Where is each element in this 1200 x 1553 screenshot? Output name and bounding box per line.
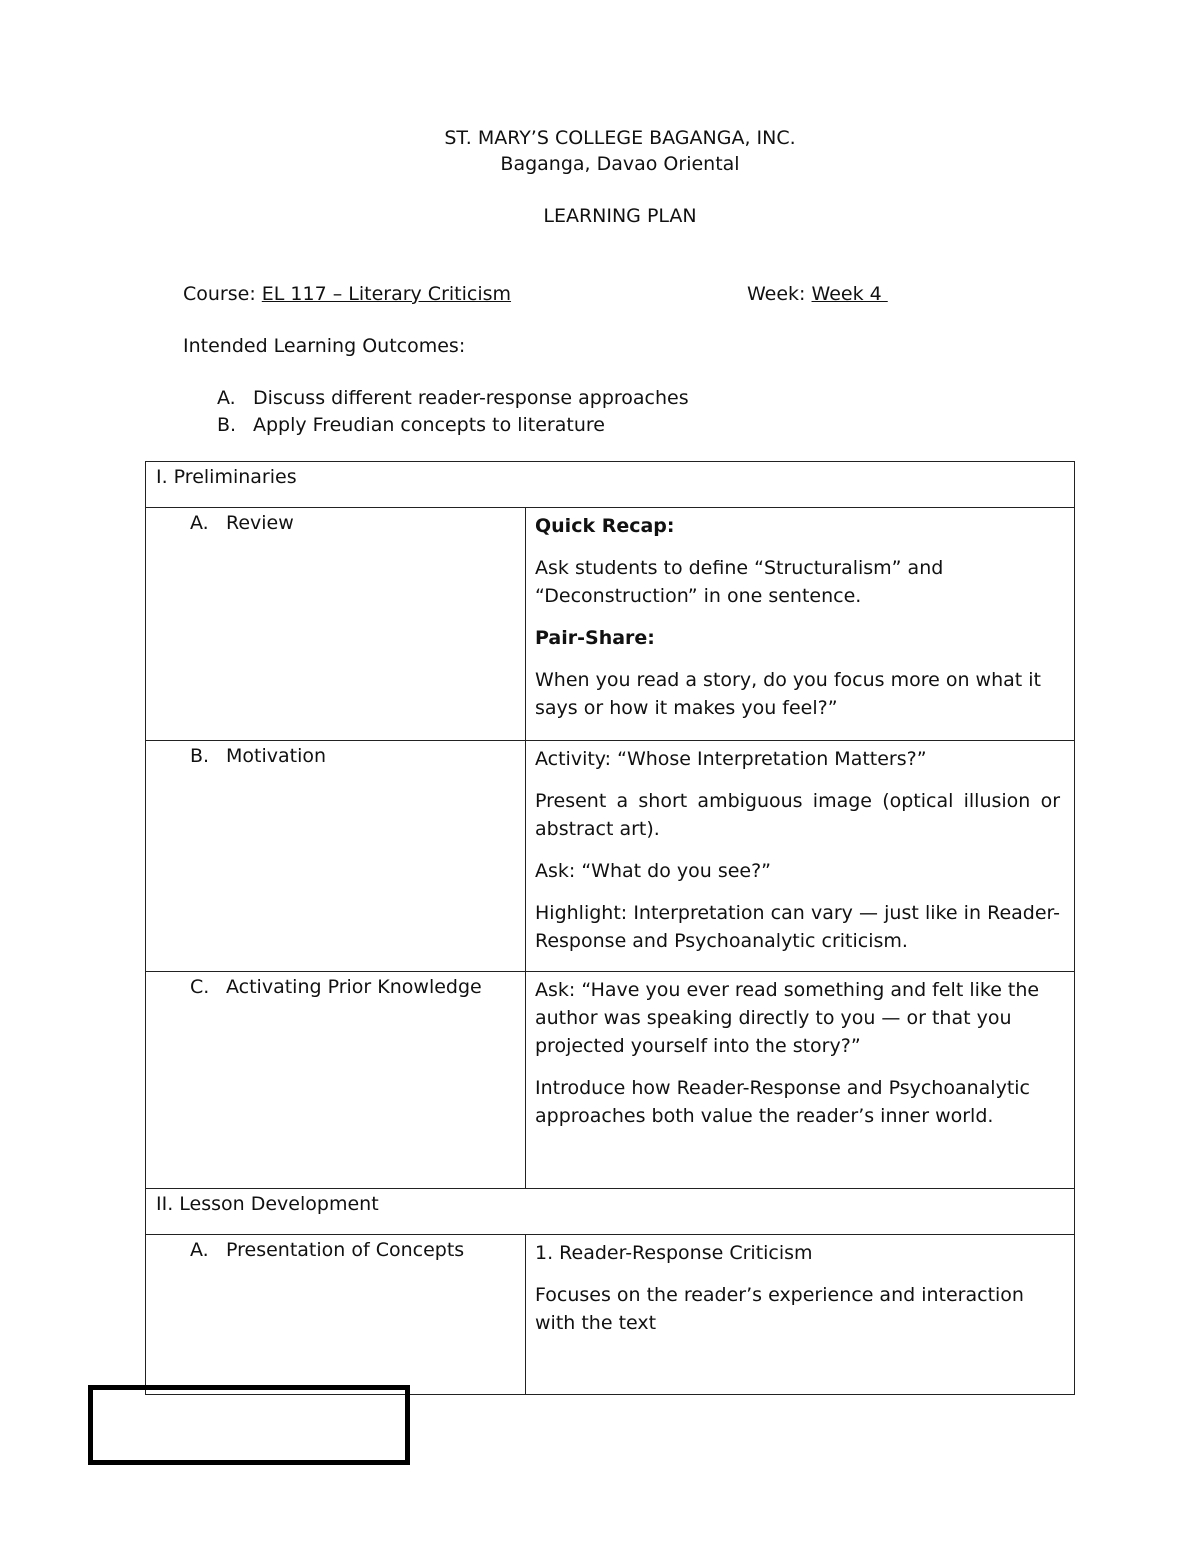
- row-letter: B.: [190, 745, 210, 767]
- row-label-motivation: [146, 741, 526, 972]
- recap-text: Ask students to define “Structuralism” and “Deconstruction” in one sentence.: [535, 557, 944, 607]
- course-line: [183, 283, 511, 305]
- outcomes-heading: Intended Learning Outcomes:: [183, 335, 466, 357]
- motivation-ask: Ask: “What do you see?”: [535, 860, 772, 882]
- learning-plan-table: [145, 461, 1075, 1395]
- row-content-prior-knowledge: [526, 972, 1075, 1189]
- course-value: EL 117 – Literary Criticism: [261, 283, 512, 305]
- row-label-presentation: [146, 1235, 526, 1395]
- week-line: [747, 283, 888, 305]
- row-content-presentation: [526, 1235, 1075, 1395]
- table-row: [146, 972, 1075, 1189]
- row-letter: C.: [190, 976, 210, 998]
- prior-introduce: Introduce how Reader-Response and Psychoanalytic approaches both value the reader’s inner world.: [535, 1077, 1031, 1127]
- prior-ask: Ask: “Have you ever read something and felt like the author was speaking directly to you — or that you projected yourself into the story?”: [535, 979, 1040, 1057]
- row-content-motivation: [526, 741, 1075, 972]
- course-label: Course:: [183, 283, 256, 305]
- outcome-letter: B.: [217, 414, 237, 436]
- table-row: [146, 508, 1075, 741]
- table-row: [146, 1189, 1075, 1235]
- empty-frame-box: [88, 1385, 410, 1465]
- outcome-item: [217, 387, 689, 409]
- row-label: Presentation of Concepts: [226, 1239, 465, 1261]
- table-row: [146, 462, 1075, 508]
- recap-heading: Quick Recap:: [535, 515, 675, 537]
- school-location: Baganga, Davao Oriental: [500, 153, 740, 175]
- row-label: Motivation: [226, 745, 327, 767]
- outcome-text: Apply Freudian concepts to literature: [253, 414, 605, 436]
- row-label-prior-knowledge: [146, 972, 526, 1189]
- school-name: ST. MARY’S COLLEGE BAGANGA, INC.: [444, 127, 796, 149]
- row-label: Activating Prior Knowledge: [226, 976, 482, 998]
- table-row: [146, 1235, 1075, 1395]
- outcome-item: [217, 414, 605, 436]
- presentation-text: Focuses on the reader’s experience and interaction with the text: [535, 1284, 1024, 1334]
- section-header-lesson-development: II. Lesson Development: [146, 1189, 1075, 1235]
- row-label: Review: [226, 512, 294, 534]
- motivation-highlight: Highlight: Interpretation can vary — just like in Reader-Response and Psychoanalytic criticism.: [535, 902, 1061, 952]
- presentation-heading: 1. Reader-Response Criticism: [535, 1242, 813, 1264]
- week-label: Week:: [747, 283, 806, 305]
- motivation-activity: Activity: “Whose Interpretation Matters?”: [535, 748, 927, 770]
- document-title: LEARNING PLAN: [543, 205, 697, 227]
- row-letter: A.: [190, 512, 209, 534]
- section-header-preliminaries: I. Preliminaries: [146, 462, 1075, 508]
- pair-share-text: When you read a story, do you focus more on what it says or how it makes you feel?”: [535, 669, 1041, 719]
- outcome-text: Discuss different reader-response approaches: [253, 387, 689, 409]
- week-value: Week 4: [811, 283, 888, 305]
- pair-share-heading: Pair-Share:: [535, 627, 655, 649]
- row-content-review: [526, 508, 1075, 741]
- table-row: [146, 741, 1075, 972]
- row-letter: A.: [190, 1239, 209, 1261]
- outcome-letter: A.: [217, 387, 236, 409]
- row-label-review: [146, 508, 526, 741]
- motivation-present: Present a short ambiguous image (optical illusion or abstract art).: [535, 790, 1061, 840]
